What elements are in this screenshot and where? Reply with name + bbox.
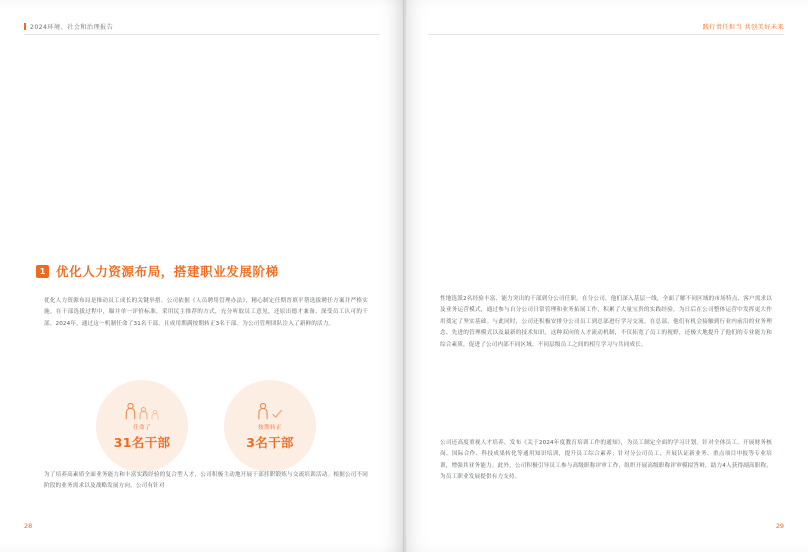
body-paragraph-left-bottom: 为了培养高素质全面业务能力和丰富实践经验的复合型人才，公司积极主动地开展干部挂职锻炼与交流培训活动。根据公司不同阶段的业务需求以及战略发展方向，公司有针对: [44, 472, 368, 490]
hero-title: 员工成长：以人为本，激发无限潜能: [62, 116, 365, 136]
person-check-icon: [258, 401, 283, 420]
page-number-right: 29: [775, 522, 784, 530]
running-head-right: 践行责任担当 共创美好未来: [702, 24, 784, 31]
section-heading: [36, 262, 279, 280]
header-rule-left: [24, 34, 380, 35]
spread-gutter: [403, 0, 406, 552]
hero-banner: [36, 60, 788, 235]
stat-label: 任命了: [133, 425, 151, 431]
stat-card-confirmed: [224, 380, 316, 472]
hero-gradient: [36, 60, 788, 235]
section-title: 优化人力资源布局，搭建职业发展阶梯: [56, 264, 279, 279]
stat-value: 3名干部: [246, 435, 294, 450]
body-paragraph-right-top: 性地选派2名经验丰富、能力突出的干部到分公司任职。在分公司，他们深入基层一线，全面了解不同区域的市场特点、客户需求以及业务运营模式，通过参与自分公司日常管理和业务拓展工作，积累了大量宝贵的实践经验，为日后在公司整体运营中发挥更大作用奠定了坚实基础。与此同时，公司还积极安排分公司员工到总部进行学习交流。在总部，他们有机会接触到行业内前沿的业务理念、先进的管理模式以及最新的技术知识，这种双向的人才流动机制，不仅拓宽了员工的视野，还极大地提升了他们的专业能力和综合素质，促进了公司内部不同区域、不同层级员工之间的相互学习与共同成长。: [440, 296, 772, 348]
section-number-badge: 1: [36, 265, 49, 278]
body-paragraph-right-bottom: 公司还高度重视人才培养，发布《关于2024年度教育培训工作的通知》，为员工制定全面的学习计划。针对全体员工、开展财务核岗、国际合作、科技成果转化等通用知识培训，提升员工综合素养；针对分公司员工，开展认证新业务、重点项目申报等专业培训，增强其业务能力。此外，公司积极引导员工参与高级职称评审工作，组织开展高级职称评审模拟答辩，助力4人获得副高职称，为员工职业发展提供有力支持。: [440, 440, 772, 481]
body-paragraph-left-top: 优化人力资源布局是推动员工成长的关键举措。公司依据《人员聘用管理办法》，精心制定任期晋填平帮选拔聘任方案并严格实施。在干部选拔过程中，瞄并单一评价标准，采用民主推荐的方式，充分听取员工意见，还原出德才兼备、深受员工认可的干部。2024年，通过这一机制任命了31名干部，且成用期满按期转正3名干部。为公司管理团队注入了新鲜的活力。: [44, 298, 368, 327]
hero-body-text: 在企业发展的澎湃征程中，员工无疑是被动企业前行的核心驱动力。中环联合对此有着深刻且清晰的认知，始终坚定不移地秉持“以人为本”的理念，通过多措并举，全方位的单层，全力以赴致力于员工的成长与发展，充分挖掘并激发员工的无限潜能。: [63, 156, 359, 187]
stat-label: 按期转正: [258, 425, 282, 431]
people-growth-icon: [125, 401, 159, 420]
stat-value: 31名干部: [113, 435, 171, 450]
page-number-left: 28: [24, 522, 33, 530]
running-head-bar-icon: [24, 23, 26, 30]
header-rule-right: [428, 34, 784, 35]
stat-circle-group: [96, 380, 316, 472]
running-head-left-text: 2024环境、社会和治理报告: [30, 24, 114, 31]
running-head-left: [24, 22, 113, 31]
stat-card-appointed: [96, 380, 188, 472]
